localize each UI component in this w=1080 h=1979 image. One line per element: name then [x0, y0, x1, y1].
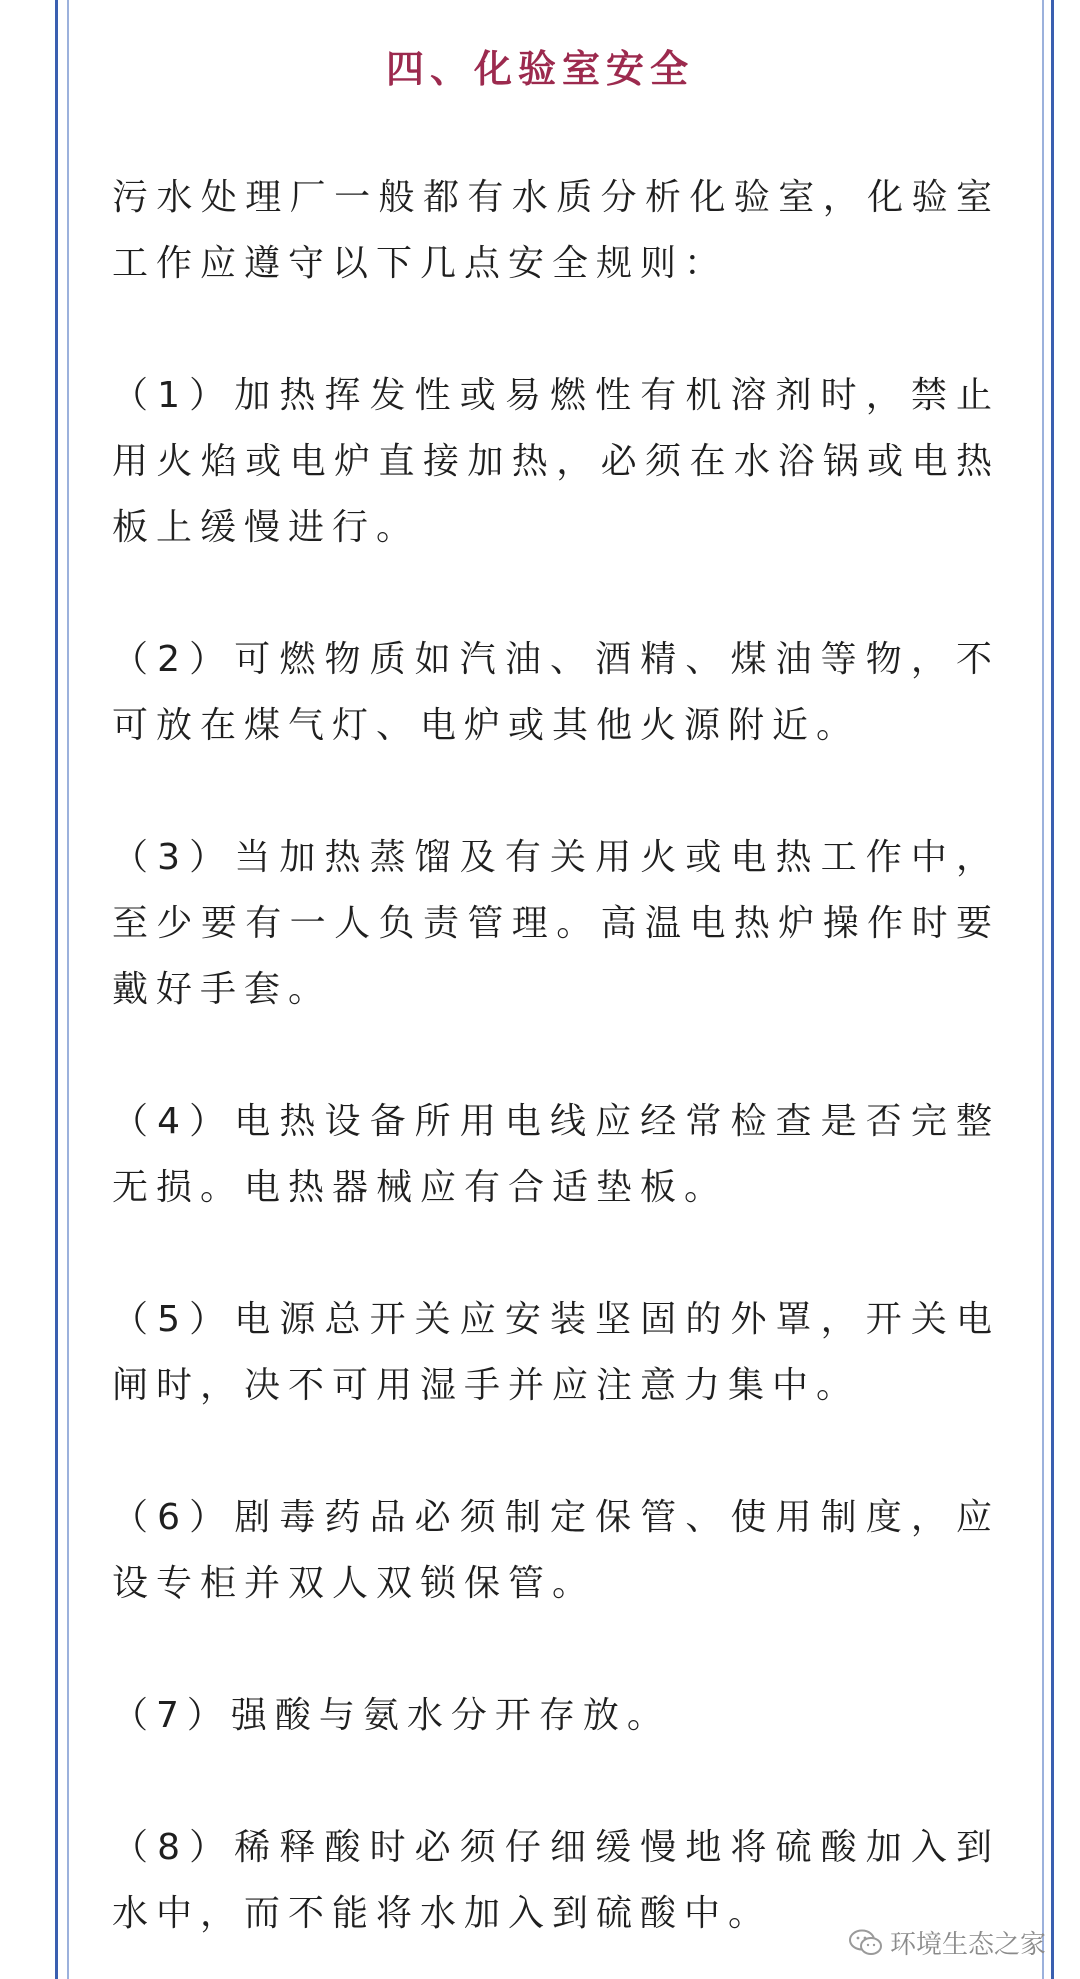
rule-paragraph-8: （8）稀释酸时必须仔细缓慢地将硫酸加入到水中，而不能将水加入到硫酸中。 [112, 1827, 1000, 1934]
watermark-text: 环境生态之家 [889, 1930, 1046, 1960]
left-inner-border-line [67, 0, 69, 1979]
rule-paragraph-6: （6）剧毒药品必须制定保管、使用制度，应设专柜并双人双锁保管。 [112, 1497, 1000, 1604]
wechat-icon [848, 1928, 884, 1958]
rule-paragraph-1: （1）加热挥发性或易燃性有机溶剂时，禁止用火焰或电炉直接加热，必须在水浴锅或电热板上缓慢进行。 [112, 375, 1000, 548]
right-border-line [1051, 0, 1054, 1979]
rule-paragraph-4: （4）电热设备所用电线应经常检查是否完整无损。电热器械应有合适垫板。 [112, 1101, 1000, 1208]
rule-paragraph-3: （3）当加热蒸馏及有关用火或电热工作中，至少要有一人负责管理。高温电热炉操作时要戴好手套。 [112, 837, 1000, 1010]
left-border-line [55, 0, 58, 1979]
section-title: 四、化验室安全 [385, 47, 694, 91]
rule-paragraph-7: （7）强酸与氨水分开存放。 [112, 1695, 671, 1736]
article-body [112, 165, 1000, 1979]
watermark [848, 1924, 1046, 1961]
rule-paragraph-2: （2）可燃物质如汽油、酒精、煤油等物，不可放在煤气灯、电炉或其他火源附近。 [112, 639, 1000, 746]
intro-paragraph: 污水处理厂一般都有水质分析化验室，化验室工作应遵守以下几点安全规则： [112, 177, 1000, 284]
right-inner-border-line [1042, 0, 1044, 1979]
rule-paragraph-5: （5）电源总开关应安装坚固的外罩，开关电闸时，决不可用湿手并应注意力集中。 [112, 1299, 1000, 1406]
